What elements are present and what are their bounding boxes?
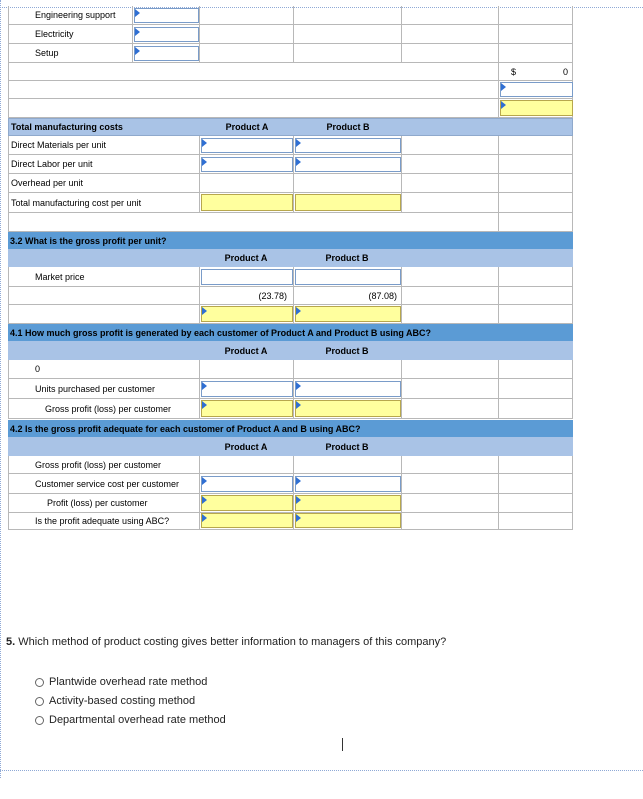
option-activity-based-label: Activity-based costing method bbox=[49, 695, 196, 707]
row-q42-gross-profit bbox=[8, 456, 573, 474]
input-marker-icon bbox=[135, 9, 140, 17]
label-direct-labor: Direct Labor per unit bbox=[11, 159, 93, 169]
input-dl-product-a[interactable] bbox=[201, 157, 293, 172]
label-customer-service-cost: Customer service cost per customer bbox=[35, 478, 180, 489]
left-dotted-border bbox=[0, 0, 1, 778]
question-5-text: Which method of product costing gives better information to managers of this company? bbox=[18, 636, 447, 648]
input-units-a[interactable] bbox=[201, 381, 293, 397]
input-total-activity[interactable] bbox=[500, 82, 573, 97]
q42-title: 4.2 Is the gross profit adequate for each customer of Product A and B using ABC? bbox=[10, 423, 361, 434]
row-zero bbox=[8, 360, 573, 379]
select-adequate-b[interactable] bbox=[295, 513, 401, 528]
label-setup: Setup bbox=[35, 48, 59, 58]
q32-title: 3.2 What is the gross profit per unit? bbox=[10, 235, 167, 246]
row-total-mfg-cost bbox=[8, 193, 573, 213]
input-dm-product-a[interactable] bbox=[201, 138, 293, 153]
q41-header bbox=[8, 341, 573, 360]
input-marker-icon bbox=[296, 401, 301, 409]
label-profit-per-customer: Profit (loss) per customer bbox=[47, 498, 148, 508]
row-total-dollar bbox=[8, 63, 573, 81]
q41-title: 4.1 How much gross profit is generated by each customer of Product A and Product B using ABC? bbox=[10, 327, 432, 338]
input-engineering-support-cost[interactable] bbox=[134, 8, 199, 23]
label-engineering-support: Engineering support bbox=[35, 10, 116, 20]
row-direct-labor bbox=[8, 155, 573, 174]
row-is-adequate bbox=[8, 513, 573, 530]
input-marker-icon bbox=[296, 382, 301, 390]
input-setup-cost[interactable] bbox=[134, 46, 199, 61]
row-engineering-support bbox=[8, 6, 573, 25]
input-gp-customer-a[interactable] bbox=[201, 400, 293, 417]
input-marker-icon bbox=[202, 477, 207, 485]
bottom-dotted-border bbox=[0, 770, 643, 771]
input-marker-icon bbox=[202, 496, 207, 504]
row-electricity bbox=[8, 25, 573, 44]
header-product-a: Product A bbox=[225, 122, 269, 132]
input-dl-product-b[interactable] bbox=[295, 157, 401, 172]
input-marker-icon bbox=[296, 477, 301, 485]
row-profit-per-customer bbox=[8, 494, 573, 513]
radio-circle-icon[interactable] bbox=[35, 716, 44, 725]
label-gross-profit-per-customer: Gross profit (loss) per customer bbox=[45, 403, 172, 414]
input-marker-icon bbox=[202, 307, 207, 315]
input-marker-icon bbox=[296, 139, 301, 147]
option-departmental[interactable] bbox=[35, 714, 226, 726]
row-yellow-total bbox=[8, 99, 573, 118]
row-market-price bbox=[8, 267, 573, 287]
input-marker-icon bbox=[202, 401, 207, 409]
label-electricity: Electricity bbox=[35, 29, 74, 39]
row-blank-input bbox=[8, 81, 573, 99]
row-direct-materials bbox=[8, 136, 573, 155]
question-5-number: 5. bbox=[6, 636, 16, 648]
input-total-rate[interactable] bbox=[500, 100, 573, 116]
label-is-adequate: Is the profit adequate using ABC? bbox=[35, 516, 170, 526]
row-customer-service-cost bbox=[8, 474, 573, 494]
label-overhead: Overhead per unit bbox=[11, 178, 84, 188]
input-marker-icon bbox=[296, 514, 301, 522]
q41-header-product-a: Product A bbox=[224, 345, 268, 356]
input-units-b[interactable] bbox=[295, 381, 401, 397]
q42-header-product-b: Product B bbox=[325, 441, 369, 452]
manufacturing-title: Total manufacturing costs bbox=[11, 122, 123, 132]
total-cost-product-b[interactable] bbox=[295, 194, 401, 211]
input-dm-product-b[interactable] bbox=[295, 138, 401, 153]
row-units-purchased bbox=[8, 379, 573, 399]
input-gp-customer-b[interactable] bbox=[295, 400, 401, 417]
row-gross-profit-inputs bbox=[8, 305, 573, 324]
input-marker-icon bbox=[501, 101, 506, 109]
input-market-price-b[interactable] bbox=[295, 269, 401, 285]
input-marker-icon bbox=[296, 158, 301, 166]
select-adequate-a[interactable] bbox=[201, 513, 293, 528]
total-value: 0 bbox=[562, 66, 568, 77]
input-service-cost-b[interactable] bbox=[295, 476, 401, 492]
gross-profit-a-value: (23.78) bbox=[258, 290, 287, 301]
row-setup bbox=[8, 44, 573, 63]
option-activity-based[interactable] bbox=[35, 695, 195, 707]
dollar-sign: $ bbox=[511, 66, 517, 77]
manufacturing-header bbox=[8, 118, 573, 136]
input-marker-icon bbox=[202, 158, 207, 166]
q32-band bbox=[8, 232, 573, 249]
label-total-mfg-cost: Total manufacturing cost per unit bbox=[11, 197, 142, 208]
row-gross-profit-per-customer bbox=[8, 399, 573, 419]
input-marker-icon bbox=[296, 496, 301, 504]
label-units-purchased: Units purchased per customer bbox=[35, 383, 156, 394]
q41-band bbox=[8, 324, 573, 341]
q42-header-product-a: Product A bbox=[224, 441, 268, 452]
radio-circle-icon[interactable] bbox=[35, 697, 44, 706]
input-marker-icon bbox=[135, 47, 140, 55]
input-gross-profit-a[interactable] bbox=[201, 306, 293, 322]
text-cursor bbox=[342, 738, 343, 751]
input-profit-a[interactable] bbox=[201, 495, 293, 511]
label-market-price: Market price bbox=[35, 271, 85, 282]
input-electricity-cost[interactable] bbox=[134, 27, 199, 42]
input-market-price-a[interactable] bbox=[201, 269, 293, 285]
input-marker-icon bbox=[501, 83, 506, 91]
option-plantwide[interactable] bbox=[35, 676, 207, 688]
option-departmental-label: Departmental overhead rate method bbox=[49, 714, 226, 726]
label-zero: 0 bbox=[35, 364, 41, 374]
q42-band bbox=[8, 420, 573, 437]
row-spacer-1 bbox=[8, 213, 573, 232]
q42-header bbox=[8, 437, 573, 456]
radio-circle-icon[interactable] bbox=[35, 678, 44, 687]
input-profit-b[interactable] bbox=[295, 495, 401, 511]
gross-profit-b-value: (87.08) bbox=[368, 290, 397, 301]
row-gross-profit-values bbox=[8, 287, 573, 305]
q32-header-product-b: Product B bbox=[325, 253, 369, 263]
input-service-cost-a[interactable] bbox=[201, 476, 293, 492]
q41-header-product-b: Product B bbox=[325, 345, 369, 356]
option-plantwide-label: Plantwide overhead rate method bbox=[49, 676, 208, 688]
input-gross-profit-b[interactable] bbox=[295, 306, 401, 322]
input-marker-icon bbox=[202, 382, 207, 390]
q32-header-product-a: Product A bbox=[224, 253, 268, 263]
input-marker-icon bbox=[202, 514, 207, 522]
input-marker-icon bbox=[202, 139, 207, 147]
label-q42-gross-profit: Gross profit (loss) per customer bbox=[35, 459, 162, 470]
input-marker-icon bbox=[296, 307, 301, 315]
row-overhead bbox=[8, 174, 573, 193]
total-cost-product-a[interactable] bbox=[201, 194, 293, 211]
header-product-b: Product B bbox=[326, 122, 370, 132]
input-marker-icon bbox=[135, 28, 140, 36]
q32-header bbox=[8, 249, 573, 267]
question-5 bbox=[6, 636, 446, 648]
label-direct-materials: Direct Materials per unit bbox=[11, 140, 107, 150]
